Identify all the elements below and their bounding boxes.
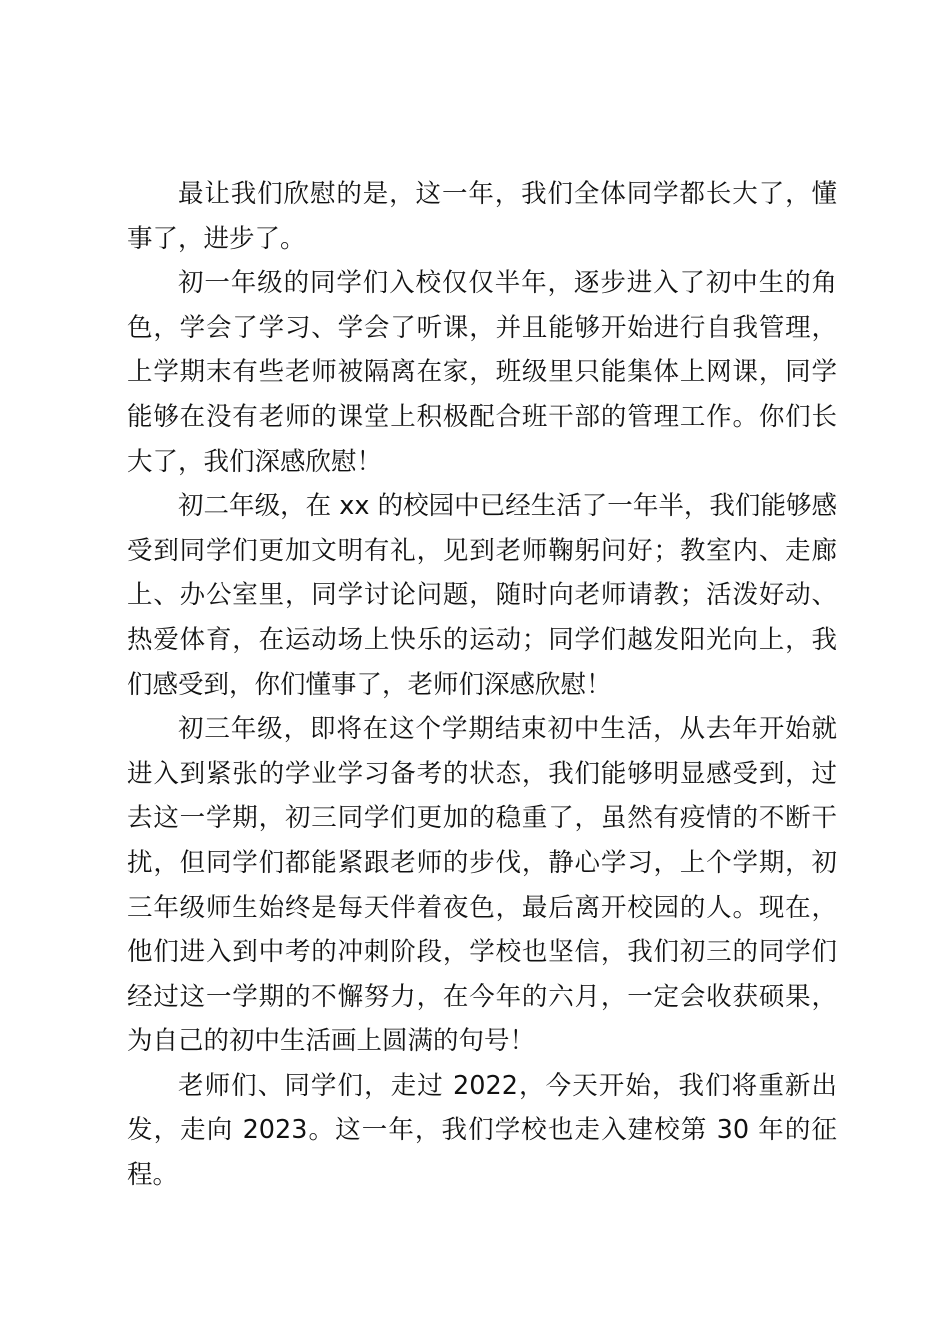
document-body bbox=[127, 172, 837, 1198]
paragraph-5: 老师们、同学们，走过 2022，今天开始，我们将重新出发，走向 2023。这一年，我们学校也走入建校第 30 年的征程。 bbox=[127, 1070, 837, 1191]
paragraph-1: 最让我们欣慰的是，这一年，我们全体同学都长大了，懂事了，进步了。 bbox=[127, 179, 837, 254]
paragraph-2: 初一年级的同学们入校仅仅半年，逐步进入了初中生的角色，学会了学习、学会了听课，并且能够开始进行自我管理，上学期末有些老师被隔离在家，班级里只能集体上网课，同学能够在没有老师的课堂上积极配合班干部的管理工作。你们长大了，我们深感欣慰！ bbox=[127, 268, 837, 477]
paragraph-3: 初二年级，在 xx 的校园中已经生活了一年半，我们能够感受到同学们更加文明有礼，见到老师鞠躬问好；教室内、走廊上、办公室里，同学讨论问题，随时向老师请教；活泼好动、热爱体育，在运动场上快乐的运动；同学们越发阳光向上，我们感受到，你们懂事了，老师们深感欣慰！ bbox=[127, 491, 837, 700]
paragraph-4: 初三年级，即将在这个学期结束初中生活，从去年开始就进入到紧张的学业学习备考的状态，我们能够明显感受到，过去这一学期，初三同学们更加的稳重了，虽然有疫情的不断干扰，但同学们都能紧跟老师的步伐，静心学习，上个学期，初三年级师生始终是每天伴着夜色，最后离开校园的人。现在，他们进入到中考的冲刺阶段，学校也坚信，我们初三的同学们经过这一学期的不懈努力，在今年的六月，一定会收获硕果，为自己的初中生活画上圆满的句号！ bbox=[127, 714, 837, 1057]
